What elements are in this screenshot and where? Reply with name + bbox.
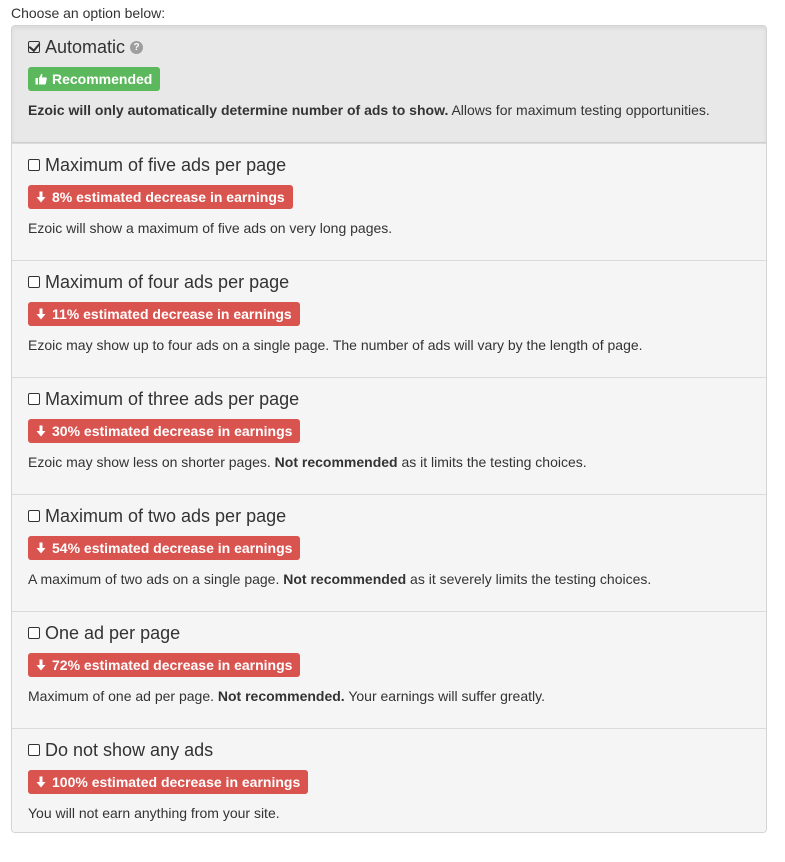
option-title-row bbox=[28, 154, 750, 176]
badge-text: Recommended bbox=[52, 71, 153, 87]
badge-text: 11% estimated decrease in earnings bbox=[52, 306, 292, 322]
badge-text: 72% estimated decrease in earnings bbox=[52, 657, 293, 673]
arrow-down-icon bbox=[35, 425, 47, 437]
checkbox-checked-icon[interactable] bbox=[28, 41, 40, 53]
earnings-decrease-badge bbox=[28, 653, 300, 677]
earnings-decrease-badge bbox=[28, 536, 300, 560]
description-rest: as it limits the testing choices. bbox=[397, 454, 587, 470]
option-title: One ad per page bbox=[45, 623, 181, 643]
option-no-ads[interactable] bbox=[12, 728, 766, 832]
arrow-down-icon bbox=[35, 308, 47, 320]
arrow-down-icon bbox=[35, 776, 47, 788]
ad-count-option-list bbox=[11, 25, 767, 833]
thumbs-up-icon bbox=[35, 73, 47, 85]
badge-text: 100% estimated decrease in earnings bbox=[52, 774, 301, 790]
option-title: Maximum of five ads per page bbox=[45, 155, 287, 175]
description-rest: as it severely limits the testing choices. bbox=[406, 571, 652, 587]
option-description bbox=[28, 452, 750, 472]
option-max-four-ads[interactable] bbox=[12, 260, 766, 377]
checkbox-empty-icon[interactable] bbox=[28, 627, 40, 639]
recommended-badge bbox=[28, 67, 160, 91]
option-max-three-ads[interactable] bbox=[12, 377, 766, 494]
earnings-decrease-badge bbox=[28, 302, 300, 326]
description-bold: Not recommended. bbox=[217, 688, 345, 704]
option-description bbox=[28, 569, 750, 589]
checkbox-empty-icon[interactable] bbox=[28, 393, 40, 405]
option-title: Do not show any ads bbox=[45, 740, 214, 760]
description-bold: Not recommended bbox=[274, 454, 398, 470]
option-description bbox=[28, 686, 750, 706]
description-bold: Not recommended bbox=[283, 571, 407, 587]
option-max-two-ads[interactable] bbox=[12, 494, 766, 611]
checkbox-empty-icon[interactable] bbox=[28, 159, 40, 171]
option-title: Automatic bbox=[45, 37, 126, 57]
description-text: Ezoic may show less on shorter pages. bbox=[28, 454, 275, 470]
question-circle-icon[interactable]: ? bbox=[130, 41, 143, 54]
description-rest: Your earnings will suffer greatly. bbox=[344, 688, 545, 704]
arrow-down-icon bbox=[35, 191, 47, 203]
option-title-row bbox=[28, 271, 750, 293]
option-title: Maximum of three ads per page bbox=[45, 389, 300, 409]
option-description bbox=[28, 335, 750, 355]
arrow-down-icon bbox=[35, 542, 47, 554]
badge-text: 54% estimated decrease in earnings bbox=[52, 540, 293, 556]
description-rest: Allows for maximum testing opportunities. bbox=[448, 102, 710, 118]
option-title-row bbox=[28, 622, 750, 644]
earnings-decrease-badge bbox=[28, 185, 293, 209]
checkbox-empty-icon[interactable] bbox=[28, 276, 40, 288]
option-description bbox=[28, 218, 750, 238]
option-title-row bbox=[28, 739, 750, 761]
description-text: Ezoic may show up to four ads on a single page. The number of ads will vary by the length of page. bbox=[28, 337, 643, 353]
earnings-decrease-badge bbox=[28, 419, 300, 443]
option-title-row bbox=[28, 36, 750, 58]
description-bold: Ezoic will only automatically determine number of ads to show. bbox=[28, 102, 449, 118]
option-title-row bbox=[28, 505, 750, 527]
option-title-row bbox=[28, 388, 750, 410]
choose-option-prompt: Choose an option below: bbox=[11, 5, 166, 21]
description-text: A maximum of two ads on a single page. bbox=[28, 571, 284, 587]
option-description bbox=[28, 100, 750, 120]
description-text: Ezoic will show a maximum of five ads on very long pages. bbox=[28, 220, 393, 236]
option-title: Maximum of two ads per page bbox=[45, 506, 287, 526]
option-description bbox=[28, 803, 750, 823]
checkbox-empty-icon[interactable] bbox=[28, 744, 40, 756]
option-automatic[interactable] bbox=[12, 26, 766, 143]
earnings-decrease-badge bbox=[28, 770, 308, 794]
arrow-down-icon bbox=[35, 659, 47, 671]
badge-text: 30% estimated decrease in earnings bbox=[52, 423, 293, 439]
option-max-five-ads[interactable] bbox=[12, 143, 766, 260]
option-title: Maximum of four ads per page bbox=[45, 272, 290, 292]
badge-text: 8% estimated decrease in earnings bbox=[52, 189, 285, 205]
option-one-ad[interactable] bbox=[12, 611, 766, 728]
description-text: You will not earn anything from your site. bbox=[28, 805, 280, 821]
checkbox-empty-icon[interactable] bbox=[28, 510, 40, 522]
description-text: Maximum of one ad per page. bbox=[28, 688, 218, 704]
